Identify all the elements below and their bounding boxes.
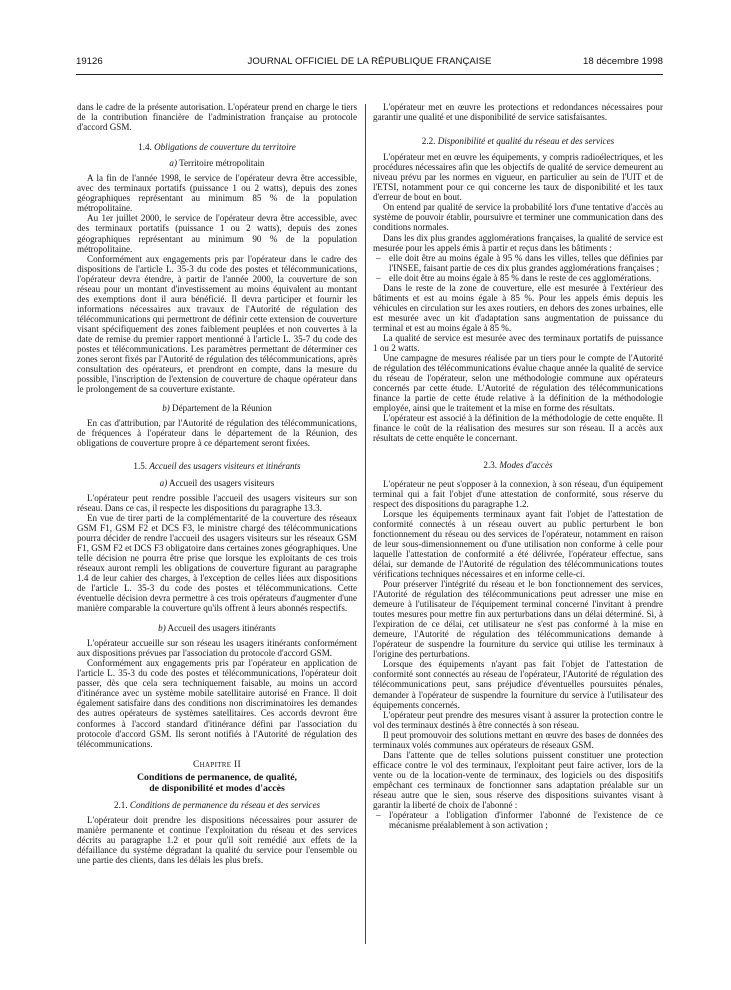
section-number: 1.4. bbox=[138, 142, 152, 153]
paragraph: Au 1er juillet 2000, le service de l'opérateur devra être accessible, avec des terminaux portatifs (puissance 1 ou 2 watts), depuis des zones géographiques représentant au minimum 90 % de la population métropolitaine. bbox=[77, 213, 357, 254]
chapter-title-line-1: Conditions de permanence, de qualité, bbox=[136, 771, 298, 783]
chapter-label: Chapitre II bbox=[192, 758, 242, 770]
paragraph: Lorsque les équipements terminaux ayant fait l'objet de l'attestation de conformité connectés à un réseau ouvert au public perturbent le bon fonctionnement du réseau ou des services de l'opérateur, notamment en raison de leur sous-dimensionnement ou d'une utilisation non conforme à celle pour laquelle l'attestation de conformité a été délivrée, l'opérateur effectue, sans délai, sur demande de l'Autorité de régulation des télécommunications toutes vérifications techniques nécessaires et en informe celle-ci. bbox=[373, 508, 663, 579]
subsection-title: Département de la Réunion bbox=[172, 403, 272, 414]
paragraph: L'opérateur accueille sur son réseau les usagers itinérants conformément aux dispositions prévues par l'association du protocole d'accord GSM. bbox=[77, 638, 357, 659]
paragraph: Dans l'attente que de telles solutions puissent constituer une protection efficace contre le vol des terminaux, l'exploitant peut faire activer, lors de la vente ou de la location-vente de terminaux, des logiciels ou des dispositifs empêchant ces terminaux de fonctionner sans adaptation préalable sur un réseau autre que le sien, sous réserve des dispositions suivantes visant à garantir la liberté de choix de l'abonné : bbox=[373, 749, 663, 811]
paragraph: En vue de tirer parti de la complémentarité de la couverture des réseaux GSM F1, GSM F2 et DCS F3, le ministre chargé des télécommunications pourra décider de rendre l'accueil des usagers visiteurs sur les réseaux GSM F1, GSM F2 et DCS F3 obligatoire dans certaines zones géographiques. Une telle décision ne pourra être prise que lorsque les exploitants de ces trois réseaux auront rempli les obligations de couverture figurant au paragraphe 1.4 de leur cahier des charges, à l'exception de celles liées aux dispositions de l'article L. 35-3 du code des postes et télécommunications. Cette éventuelle décision devra permettre à ces trois opérateurs d'augmenter d'une manière comparable la couverture qu'ils offrent à leurs abonnés respectifs. bbox=[77, 512, 357, 614]
subsection-letter: b) bbox=[158, 623, 166, 634]
subsection-1-5-a-heading bbox=[77, 478, 357, 488]
paragraph: Lorsque des équipements n'ayant pas fait l'objet de l'attestation de conformité sont connectés au réseau de l'opérateur, l'Autorité de régulation des télécommunications peut, sans préjudice d'éventuelles poursuites pénales, demander à l'opérateur de suspendre la fourniture du service à l'utilisateur des équipements concernés. bbox=[373, 659, 663, 710]
subsection-letter: b) bbox=[162, 403, 170, 414]
right-intro-paragraph: L'opérateur met en œuvre les protections et redondances nécessaires pour garantir une qualité et une disponibilité de service satisfaisantes. bbox=[373, 102, 663, 123]
section-number: 2.3. bbox=[483, 459, 498, 470]
paragraph: L'opérateur peut rendre possible l'accueil des usagers visiteurs sur son réseau. Dans ce cas, il respecte les dispositions du paragraphe 13.3. bbox=[77, 492, 357, 513]
section-1-4-heading bbox=[77, 142, 357, 152]
subsection-letter: a) bbox=[159, 477, 168, 488]
paragraph: L'opérateur doit prendre les dispositions nécessaires pour assurer de manière permanente et continue l'exploitation du réseau et des services décrits au paragraphe 1.2 et pour qu'il soit remédié aux effets de la défaillance du système dégradant la qualité du service pour l'ensemble ou une partie des clients, dans les délais les plus brefs. bbox=[77, 814, 357, 865]
page-number: 19126 bbox=[76, 56, 103, 67]
paragraph: L'opérateur est associé à la définition de la méthodologie de cette enquête. Il finance le coût de la réalisation des mesures sur son réseau. Il a accès aux résultats de cette enquête le concernant. bbox=[373, 413, 663, 444]
paragraph: La qualité de service est mesurée avec des terminaux portatifs de puissance 1 ou 2 watts. bbox=[373, 332, 663, 354]
paragraph: Conformément aux engagements pris par l'opérateur en application de l'article L. 35-3 du code des postes et télécommunications, l'opérateur doit passer, dès que cela sera techniquement faisable, au moins un accord d'itinérance avec un système mobile satellitaire autorisé en France. Il doit également satisfaire dans des conditions non discriminatoires les demandes des autres opérateurs de systèmes satellitaires. Ces accords devront être conformes à l'accord standard d'itinérance défini par l'association du protocole d'accord GSM. Ils seront notifiés à l'Autorité de régulation des télécommunications. bbox=[77, 658, 357, 749]
paragraph: Une campagne de mesures réalisée par un tiers pour le compte de l'Autorité de régulation des télécommunications évalue chaque année la qualité de service du réseau de l'opérateur, selon une méthodologie commune aux opérateurs concernés par cette étude. L'Autorité de régulation des télécommunications finance la partie de cette étude relative à la définition de la méthodologie employée, ainsi que le traitement et la mise en forme des résultats. bbox=[373, 353, 663, 414]
paragraph: Il peut promouvoir des solutions mettant en œuvre des bases de données des terminaux volés communes aux opérateurs de réseaux GSM. bbox=[373, 729, 663, 750]
section-title: Obligations de couverture du territoire bbox=[154, 142, 296, 153]
paragraph: A la fin de l'année 1998, le service de l'opérateur devra être accessible, avec des terminaux portatifs (puissance 1 ou 2 watts), depuis des zones géographiques représentant au minimum 85 % de la population métropolitaine. bbox=[77, 173, 357, 214]
section-2-3-heading bbox=[373, 460, 663, 470]
paragraph: Pour préserver l'intégrité du réseau et le bon fonctionnement des services, l'Autorité de régulation des télécommunications peut adresser une mise en demeure à l'utilisateur de l'équipement terminal concerné l'invitant à prendre toutes mesures pour mettre fin aux perturbations dans un délai déterminé. Si, à l'expiration de ce délai, cet utilisateur ne s'est pas conformé à la mise en demeure, l'Autorité de régulation des télécommunications demande à l'opérateur de suspendre la fourniture du service qui utilise les terminaux à l'origine des perturbations. bbox=[373, 579, 663, 660]
section-title: Accueil des usagers visiteurs et itinérants bbox=[149, 461, 301, 472]
paragraph: Dans les dix plus grandes agglomérations françaises, la qualité de service est mesurée pour les appels émis à partir et reçus dans les bâtiments : bbox=[373, 232, 663, 253]
section-2-2-heading bbox=[373, 136, 663, 146]
paragraph: On entend par qualité de service la probabilité lors d'une tentative d'accès au système de pouvoir établir, poursuivre et terminer une communication dans des conditions normales. bbox=[373, 202, 663, 233]
journal-title: JOURNAL OFFICIEL DE LA RÉPUBLIQUE FRANÇAISE bbox=[247, 56, 492, 67]
section-title: Conditions de permanence du réseau et des services bbox=[129, 799, 321, 810]
paragraph: L'opérateur met en œuvre les équipements, y compris radioélectriques, et les procédures nécessaires afin que les objectifs de qualité de service demeurent au niveau prévu par les normes en vigueur, en particulier au sein de l'UIT et de l'ETSI, notamment pour ce qui concerne les taux de disponibilité et les taux d'erreur de bout en bout. bbox=[373, 152, 663, 203]
left-column bbox=[77, 102, 357, 865]
right-column bbox=[373, 102, 663, 830]
subsection-letter: a) bbox=[169, 158, 177, 169]
section-number: 2.2. bbox=[421, 136, 436, 147]
header-rule bbox=[76, 74, 663, 75]
list-item: – l'opérateur a l'obligation d'informer l'abonné de l'existence de ce mécanisme préalablement à son activation ; bbox=[389, 810, 663, 830]
section-number: 1.5. bbox=[133, 461, 148, 472]
subsection-title: Accueil des usagers itinérants bbox=[167, 623, 276, 634]
section-number: 2.1. bbox=[113, 799, 128, 810]
publication-date: 18 décembre 1998 bbox=[582, 56, 663, 67]
list-item: – elle doit être au moins égale à 95 % dans les villes, telles que définies par l'INSEE, faisant partie de ces dix plus grandes agglomérations françaises ; bbox=[389, 253, 663, 273]
subsection-1-4-a-heading bbox=[77, 158, 357, 168]
subsection-1-5-b-heading bbox=[77, 623, 357, 633]
column-divider bbox=[365, 104, 366, 944]
subsection-title: Accueil des usagers visiteurs bbox=[169, 477, 275, 488]
paragraph: Conformément aux engagements pris par l'opérateur dans le cadre des dispositions de l'article L. 35-3 du code des postes et télécommunications, l'opérateur devra étendre, à partir de l'année 2000, la couverture de son réseau pour un montant d'investissement au moins équivalent au montant des exemptions dont il aura bénéficié. Il devra participer et fournir les informations nécessaires aux travaux de l'Autorité de régulation des télécommunications qui permettront de définir cette extension de couverture visant spécifiquement des zones faiblement peuplées et non couvertes à la date de remise du premier rapport mentionné à l'article L. 35-7 du code des postes et télécommunications. Les paramètres permettant de déterminer ces zones seront fixés par l'Autorité de régulation des télécommunications, après consultation des opérateurs, et prendront en compte, dans la mesure du possible, l'inscription de l'extension de couverture de chaque opérateur dans le prolongement de sa couverture existante. bbox=[77, 253, 357, 395]
chapter-title bbox=[77, 772, 357, 794]
section-2-1-heading bbox=[77, 800, 357, 810]
section-title: Modes d'accès bbox=[499, 459, 553, 470]
chapter-title-line-2: de disponibilité et modes d'accès bbox=[149, 782, 285, 794]
section-1-5-heading bbox=[77, 461, 357, 471]
subsection-title: Territoire métropolitain bbox=[179, 158, 265, 169]
section-title: Disponibilité et qualité du réseau et des services bbox=[437, 136, 615, 147]
paragraph: En cas d'attribution, par l'Autorité de régulation des télécommunications, de fréquences à l'opérateur dans le département de la Réunion, des obligations de couverture propre à ce département seront fixées. bbox=[77, 418, 357, 449]
list-item: – elle doit être au moins égale à 85 % dans le reste de ces agglomérations. bbox=[389, 273, 663, 283]
paragraph: L'opérateur ne peut s'opposer à la connexion, à son réseau, d'un équipement terminal qui a fait l'objet d'une attestation de conformité, sous réserve du respect des dispositions du paragraphe 1.2. bbox=[373, 478, 663, 509]
subscriber-guarantee-list bbox=[373, 810, 663, 830]
paragraph: Dans le reste de la zone de couverture, elle est mesurée à l'extérieur des bâtiments et est au moins égale à 85 %. Pour les appels émis depuis les véhicules en circulation sur les axes routiers, en dehors des zones urbaines, elle est mesurée avec un kit d'adaptation sans augmentation de puissance du terminal et est au moins égale à 85 %. bbox=[373, 282, 663, 333]
quality-threshold-list bbox=[373, 253, 663, 283]
subsection-1-4-b-heading bbox=[77, 403, 357, 413]
left-intro-paragraph: dans le cadre de la présente autorisation. L'opérateur prend en charge le tiers de la contribution financière de l'administration française au protocole d'accord GSM. bbox=[77, 102, 357, 133]
paragraph: L'opérateur peut prendre des mesures visant à assurer la protection contre le vol des terminaux destinés à être connectés à son réseau. bbox=[373, 709, 663, 730]
page-header bbox=[76, 56, 663, 74]
